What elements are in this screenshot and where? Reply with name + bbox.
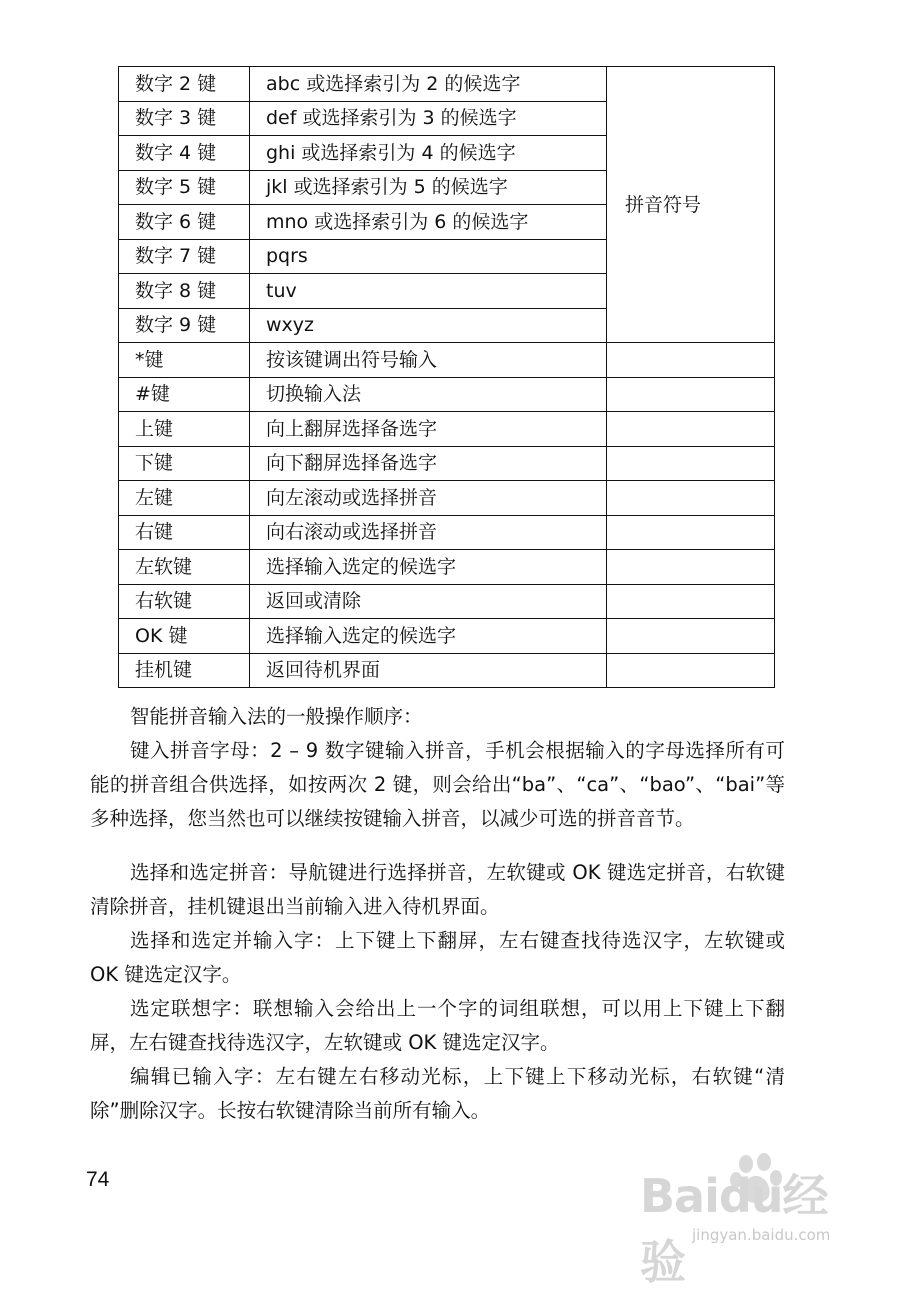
extra-cell bbox=[607, 550, 775, 585]
table-row bbox=[119, 619, 775, 654]
desc-cell: 向下翻屏选择备选字 bbox=[250, 446, 607, 481]
key-cell: 数字 2 键 bbox=[119, 67, 250, 102]
desc-cell: 选择输入选定的候选字 bbox=[250, 619, 607, 654]
table-row bbox=[119, 584, 775, 619]
desc-cell: ghi 或选择索引为 4 的候选字 bbox=[250, 136, 607, 171]
key-cell: #键 bbox=[119, 377, 250, 412]
key-cell: 数字 7 键 bbox=[119, 239, 250, 274]
desc-cell: jkl 或选择索引为 5 的候选字 bbox=[250, 170, 607, 205]
table-row bbox=[119, 412, 775, 447]
table-row bbox=[119, 653, 775, 688]
table-row bbox=[119, 446, 775, 481]
key-function-table bbox=[118, 66, 775, 688]
extra-cell bbox=[607, 584, 775, 619]
extra-cell bbox=[607, 653, 775, 688]
key-cell: 下键 bbox=[119, 446, 250, 481]
desc-cell: 按该键调出符号输入 bbox=[250, 343, 607, 378]
desc-cell: abc 或选择索引为 2 的候选字 bbox=[250, 67, 607, 102]
watermark-logo: Baidu经验 bbox=[640, 1169, 828, 1289]
paragraph-association: 选定联想字：联想输入会给出上一个字的词组联想，可以用上下键上下翻屏，左右键查找待选汉字，左软键或 OK 键选定汉字。 bbox=[90, 997, 785, 1054]
desc-cell: 返回或清除 bbox=[250, 584, 607, 619]
key-cell: 上键 bbox=[119, 412, 250, 447]
table-row bbox=[119, 550, 775, 585]
key-cell: 挂机键 bbox=[119, 653, 250, 688]
desc-cell: 向上翻屏选择备选字 bbox=[250, 412, 607, 447]
watermark-url: jingyan.baidu.com bbox=[692, 1226, 831, 1244]
merged-note-cell: 拼音符号 bbox=[607, 67, 775, 343]
paragraph-edit-input: 编辑已输入字：左右键左右移动光标，上下键上下移动光标，右软键“清除”删除汉字。长按右软键清除当前所有输入。 bbox=[90, 1065, 785, 1122]
key-cell: 左软键 bbox=[119, 550, 250, 585]
table-row bbox=[119, 481, 775, 516]
key-cell: 数字 6 键 bbox=[119, 205, 250, 240]
desc-cell: def 或选择索引为 3 的候选字 bbox=[250, 101, 607, 136]
desc-cell: 向左滚动或选择拼音 bbox=[250, 481, 607, 516]
desc-cell: mno 或选择索引为 6 的候选字 bbox=[250, 205, 607, 240]
desc-cell: 向右滚动或选择拼音 bbox=[250, 515, 607, 550]
paragraph-typing-pinyin: 键入拼音字母：2 – 9 数字键输入拼音，手机会根据输入的字母选择所有可能的拼音组合供选择，如按两次 2 键，则会给出“ba”、“ca”、“bao”、“bai”等多种选择，您当然也可以继续按键输入拼音，以减少可选的拼音音节。 bbox=[90, 739, 785, 830]
key-cell: 数字 4 键 bbox=[119, 136, 250, 171]
section-heading: 智能拼音输入法的一般操作顺序： bbox=[130, 705, 423, 728]
desc-cell: 选择输入选定的候选字 bbox=[250, 550, 607, 585]
extra-cell bbox=[607, 343, 775, 378]
desc-cell: 切换输入法 bbox=[250, 377, 607, 412]
desc-cell: pqrs bbox=[250, 239, 607, 274]
key-cell: 数字 3 键 bbox=[119, 101, 250, 136]
paragraph-select-character: 选择和选定并输入字：上下键上下翻屏，左右键查找待选汉字，左软键或 OK 键选定汉字。 bbox=[90, 929, 785, 986]
page-number: 74 bbox=[86, 1168, 110, 1191]
extra-cell bbox=[607, 619, 775, 654]
desc-cell: tuv bbox=[250, 274, 607, 309]
key-cell: *键 bbox=[119, 343, 250, 378]
desc-cell: 返回待机界面 bbox=[250, 653, 607, 688]
table-row bbox=[119, 515, 775, 550]
extra-cell bbox=[607, 515, 775, 550]
key-cell: 数字 8 键 bbox=[119, 274, 250, 309]
key-cell: 数字 9 键 bbox=[119, 308, 250, 343]
extra-cell bbox=[607, 377, 775, 412]
key-cell: OK 键 bbox=[119, 619, 250, 654]
key-cell: 右键 bbox=[119, 515, 250, 550]
key-cell: 左键 bbox=[119, 481, 250, 516]
baidu-jingyan-watermark bbox=[640, 1150, 870, 1289]
extra-cell bbox=[607, 412, 775, 447]
key-cell: 数字 5 键 bbox=[119, 170, 250, 205]
key-cell: 右软键 bbox=[119, 584, 250, 619]
paragraph-select-pinyin: 选择和选定拼音：导航键进行选择拼音，左软键或 OK 键选定拼音，右软键清除拼音，挂机键退出当前输入进入待机界面。 bbox=[90, 861, 785, 918]
extra-cell bbox=[607, 481, 775, 516]
desc-cell: wxyz bbox=[250, 308, 607, 343]
table-row bbox=[119, 343, 775, 378]
table-row bbox=[119, 67, 775, 102]
extra-cell bbox=[607, 446, 775, 481]
table-row bbox=[119, 377, 775, 412]
